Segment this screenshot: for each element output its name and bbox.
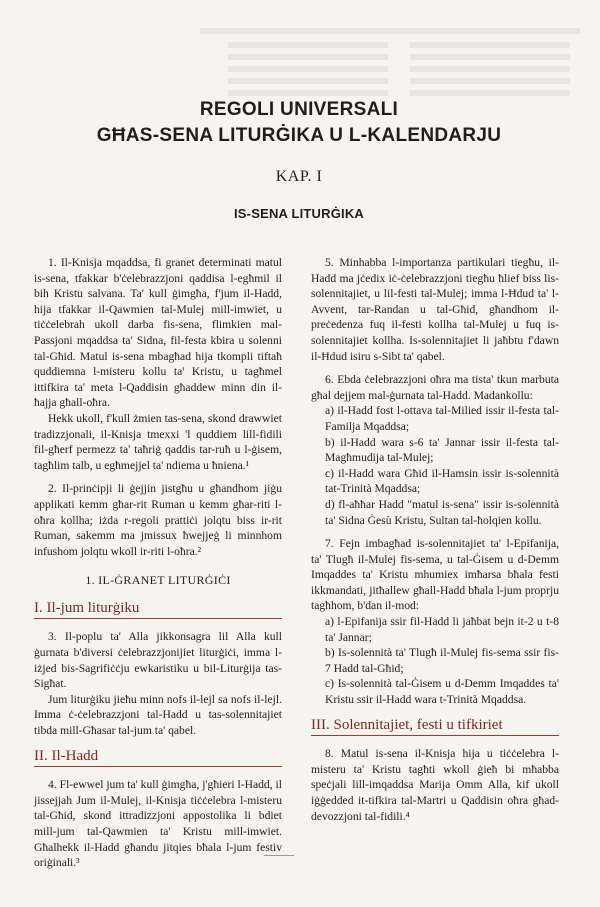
subsection-solemnities: III. Solennitajiet, festi u tifkiriet	[311, 718, 559, 737]
right-column	[311, 255, 559, 832]
paragraph-4: 4. Fl-ewwel jum ta' kull ġimgħa, j'għieri l-Hadd, il jissejjah Jum il-Mulej, il-Knisja tiċċelebra l-misteru tal-Għid, skond ittradizzjoni appostolika li bdiet mill-jum tal-Qawmien ta' Kristu mill-imwiet. Għalhekk il-Hadd għandu jitqies bħala l-jum festiv oriġinali.³	[34, 778, 282, 870]
document-title-line1: REGOLI UNIVERSALI	[199, 99, 399, 120]
list-item-6d: d) fl-aħħar Hadd "matul is-sena" issir is-solennità ta' Sidna Ġesù Kristu, Sultan tal-ħolqien kollu.	[325, 497, 559, 527]
list-item-6a: a) il-Hadd fost l-ottava tal-Milied issir il-festa tal-Familja Mqaddsa;	[325, 404, 559, 433]
paragraph-6: 6. Ebda ċelebrazzjoni oħra ma tista' tkun marbuta għal dejjem mal-ġurnata tal-Hadd. Madankollu:	[311, 373, 559, 402]
left-column	[34, 255, 282, 879]
paragraph-8: 8. Matul is-sena il-Knisja hija u tiċċelebra l-misteru ta' Kristu tagħti wkoll ġieħ bi mħabba speċjali lill-imqaddsa Marija Omm Alla, kif ukoll iġġedded it-tifkira tal-Martri u Qaddisin oħra għad-devozzjoni tal-fidili.⁴	[311, 747, 559, 823]
list-item-7c: c) Is-solennità tal-Ġisem u d-Demm Imqaddes ta' Kristu ssir il-Hadd wara t-Trinità Mqaddsa.	[325, 677, 559, 707]
paragraph-1: 1. Il-Knisja mqaddsa, fi granet determinati matul is-sena, tfakkar b'ċelebrazzjoni qaddisa l-egħmil il bih Kristu salvana. Ta' kull ġimgħa, f'jum il-Hadd, hija tfakkar il-Qawmien tal-Mulej mill-imwiet, u tiċċelebrah ukoll darba fis-sena, flimkien mal-Passjoni mqaddsa ta' Sidna, fil-festa kbira u solenni tal-Għid. Matul is-sena mbagħad hija tkompli tiftaħ quddiemna l-misteru kollu ta' Kristu, u tagħmel ittifkira ta' meta l-Qaddisin għaddew minn din il-ħajja għall-oħra.	[34, 256, 282, 410]
subsection-sunday: II. Il-Hadd	[34, 749, 282, 768]
section-heading-liturgical-days: 1. IL-ĠRANET LITURĠIĊI	[85, 573, 231, 588]
paragraph-3-continued: Jum liturġiku jieħu minn nofs il-lejl sa nofs il-lejl. Imma ċ-ċelebrazzjoni tal-Hadd u tas-solennitajiet tibda mill-Għasar tal-jum ta' qabel.	[34, 692, 282, 738]
subsection-liturgical-day: I. Il-jum liturġiku	[34, 601, 282, 620]
footer-rule	[264, 855, 294, 856]
chapter-title: IS-SENA LITURĠIKA	[233, 206, 365, 221]
list-item-7a: a) l-Epifanija ssir fil-Hadd li jaħbat bejn it-2 u t-8 ta' Jannar;	[325, 615, 559, 644]
paragraph-3: 3. Il-poplu ta' Alla jikkonsagra lil Alla kull ġurnata b'diversi ċelebrazzjonijiet liturġiċi, imma l-iżjed bis-Sagrifiċċju ewkaristiku u bil-Liturġija tas-Sigħat.	[34, 630, 282, 691]
document-page	[34, 0, 564, 907]
paragraph-2: 2. Il-prinċipji li ġejjin jistgħu u għandhom jiġu applikati kemm għar-rit Ruman u kemm għar-riti l-oħra kollha; iżda r-regoli prattiċi jolqtu biss ir-rit Ruman, sakemm ma jmissux ħwejjeġ li minnhom infushom jolqtu wkoll ir-riti l-oħra.²	[34, 482, 282, 558]
paragraph-5: 5. Minhabba l-importanza partikulari tiegħu, il-Hadd ma jċedix iċ-ċelebrazzjoni tiegħu ħlief biss lis-solennitajiet, u lil-festi tal-Mulej; imma l-Ħdud ta' l-Avvent, tar-Randan u tal-Għid, għandhom il-preċedenza fuq il-festi kollha tal-Mulej u fuq is-solennitajiet kollha. Is-solennitajiet li jaħbtu f'dawn il-Ħdud isiru s-Sibt ta' qabel.	[311, 256, 559, 363]
list-item-6c: c) il-Hadd wara Għid il-Hamsin issir is-solennità tat-Trinità Mqaddsa;	[325, 466, 559, 496]
paragraph-1-continued: Hekk ukoll, f'kull żmien tas-sena, skond drawwiet tradizzjonali, il-Knisja tmexxi 'l quddiem lill-fidili fil-għerf permezz ta' taħriġ qaddis tar-ruħ u l-ġisem, tagħlim talb, u egħmejjel ta' ndiema u ħniena.¹	[34, 411, 282, 472]
list-item-6b: b) il-Hadd wara s-6 ta' Jannar issir il-festa tal-Magħmudija tal-Mulej;	[325, 435, 559, 465]
list-item-7b: b) Is-solennità ta' Tlugħ il-Mulej fis-sema ssir fis-7 Hadd tal-Għid;	[325, 646, 559, 675]
document-title-line2: GĦAS-SENA LITURĠIKA U L-KALENDARJU	[96, 125, 502, 146]
paragraph-7: 7. Fejn imbagħad is-solennitajiet ta' l-Epifanija, ta' Tlugħ il-Mulej fis-sema, u tal-Ġisem u d-Demm Imqaddes ta' Kristu mhumiex imħarsa bħala festi ikkmandati, jitħallew għall-Hadd bħala l-jum proprju tagħhom, b'dan il-mod:	[311, 537, 559, 613]
chapter-number: KAP. I	[275, 168, 323, 185]
